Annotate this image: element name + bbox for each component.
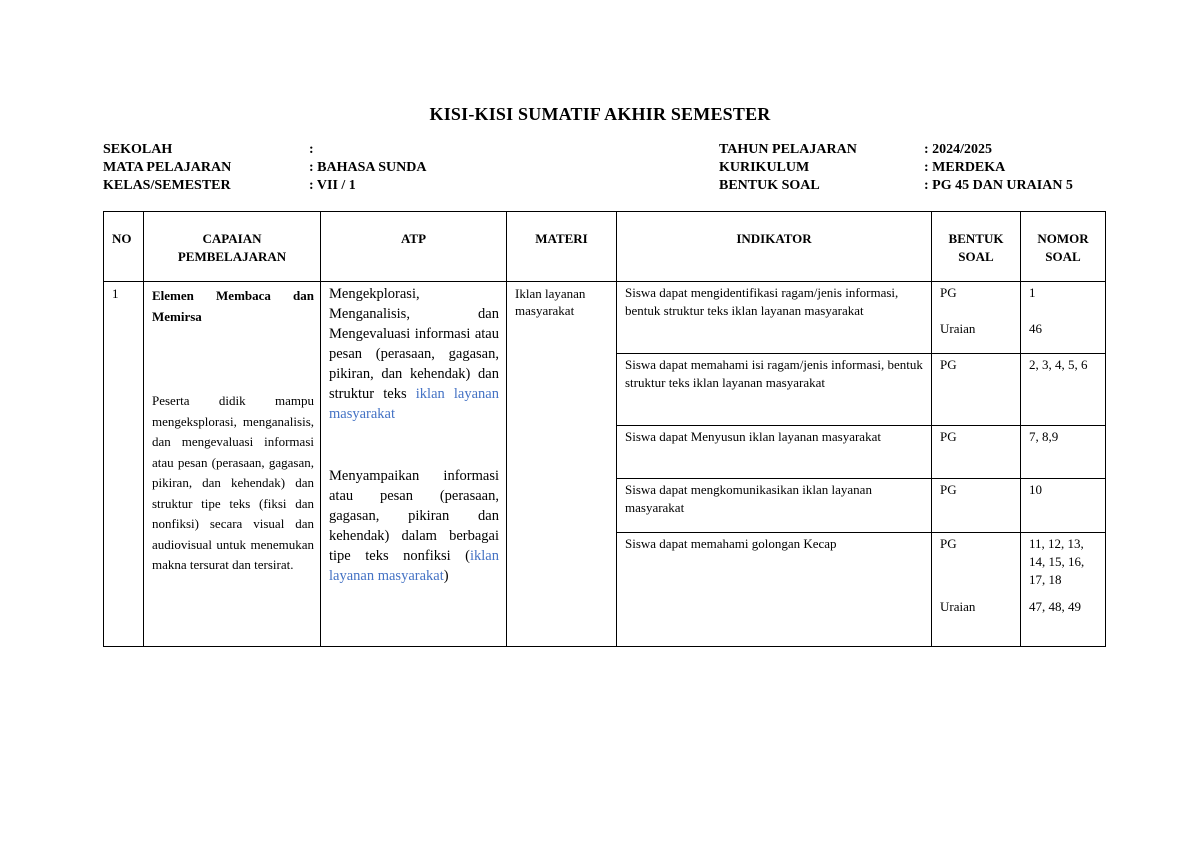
bentuk-block	[932, 425, 1020, 478]
capaian-body: Peserta didik mampu mengeksplorasi, menganalisis, dan mengevaluasi informasi atau pesan (perasaan, gagasan, pikiran, dan kehendak) dan struktur tipe teks (fiksi dan nonfiksi) secara visual dan audiovisual untuk menemukan makna tersurat dan tersirat.	[152, 393, 314, 572]
header-no: NO	[104, 212, 144, 282]
bentuk-value: Uraian	[940, 321, 976, 336]
meta-value: : 2024/2025	[924, 142, 993, 157]
meta-right	[719, 141, 1073, 195]
nomor-block	[1021, 532, 1105, 646]
row-number: 1	[112, 286, 119, 301]
meta-row-kurikulum	[719, 159, 1073, 177]
header-atp: ATP	[321, 212, 507, 282]
nomor-value: 47, 48, 49	[1029, 599, 1081, 614]
bentuk-block	[932, 282, 1020, 353]
bentuk-value: PG	[940, 536, 957, 551]
meta-label: KELAS/SEMESTER	[103, 178, 231, 193]
nomor-block	[1021, 478, 1105, 532]
meta-value: : BAHASA SUNDA	[309, 160, 427, 175]
meta-row-bentuk-soal	[719, 177, 1073, 195]
atp1-text: Mengekplorasi, Menganalisis, dan Mengevaluasi informasi atau pesan (perasaan, gagasan, pikiran, dan kehendak) dan struktur teks	[329, 286, 499, 402]
nomor-block	[1021, 425, 1105, 478]
header-indikator: INDIKATOR	[617, 212, 932, 282]
bentuk-block	[932, 478, 1020, 532]
document-title: KISI-KISI SUMATIF AKHIR SEMESTER	[429, 104, 771, 124]
meta-value: : VII / 1	[309, 178, 356, 193]
bentuk-value: PG	[940, 482, 957, 497]
cell-capaian	[144, 282, 321, 647]
cell-materi	[507, 282, 617, 647]
table-header-row	[104, 212, 1106, 282]
atp2-text: Menyampaikan informasi atau pesan (perasaan, gagasan, pikiran dan kehendak) dalam berbagai tipe teks nonfiksi (	[329, 468, 499, 564]
bentuk-block	[932, 353, 1020, 425]
header-capaian-label: CAPAIAN PEMBELAJARAN	[177, 231, 287, 264]
nomor-block	[1021, 282, 1105, 353]
header-materi: MATERI	[507, 212, 617, 282]
cell-nomor	[1021, 282, 1106, 647]
meta-label: BENTUK SOAL	[719, 178, 820, 193]
atp-paragraph-1	[329, 284, 499, 424]
meta-value: : PG 45 DAN URAIAN 5	[924, 178, 1073, 193]
meta-value: : MERDEKA	[924, 160, 1006, 175]
meta-label: KURIKULUM	[719, 160, 810, 175]
nomor-value: 1	[1029, 285, 1036, 300]
bentuk-value: PG	[940, 429, 957, 444]
nomor-value: 2, 3, 4, 5, 6	[1029, 357, 1088, 372]
table-row	[104, 282, 1106, 647]
nomor-value: 46	[1029, 321, 1042, 336]
kisi-kisi-table	[103, 211, 1106, 647]
atp2-end: )	[443, 568, 449, 584]
nomor-value: 7, 8,9	[1029, 429, 1059, 444]
header-nomor-label: NOMOR SOAL	[1037, 231, 1089, 264]
cell-bentuk	[932, 282, 1021, 647]
capaian-title: Elemen Membaca dan Memirsa	[152, 288, 314, 324]
bentuk-value: PG	[940, 285, 957, 300]
atp-paragraph-2	[329, 466, 499, 586]
header-nomor	[1021, 212, 1106, 282]
meta-value: :	[309, 142, 314, 157]
bentuk-value: PG	[940, 357, 957, 372]
meta-label: MATA PELAJARAN	[103, 160, 232, 175]
indikator-item: Siswa dapat memahami isi ragam/jenis informasi, bentuk struktur teks iklan layanan masyarakat	[617, 353, 931, 425]
header-bentuk-label: BENTUK SOAL	[948, 231, 1004, 264]
meta-label: SEKOLAH	[103, 142, 173, 157]
indikator-item: Siswa dapat mengidentifikasi ragam/jenis informasi, bentuk struktur teks iklan layanan masyarakat	[625, 285, 899, 318]
meta-label: TAHUN PELAJARAN	[719, 142, 857, 157]
cell-indikator	[617, 282, 932, 647]
nomor-value: 10	[1029, 482, 1042, 497]
nomor-block	[1021, 353, 1105, 425]
cell-no	[104, 282, 144, 647]
meta-row-tahun-pelajaran	[719, 141, 1073, 159]
bentuk-value: Uraian	[940, 599, 976, 614]
atp1-link[interactable]: iklan layanan masyarakat	[329, 386, 499, 422]
atp2-link[interactable]: iklan layanan masyarakat	[329, 548, 499, 584]
materi-text: Iklan layanan masyarakat	[515, 286, 586, 318]
indikator-item: Siswa dapat Menyusun iklan layanan masyarakat	[617, 425, 931, 478]
cell-atp	[321, 282, 507, 647]
indikator-item: Siswa dapat memahami golongan Kecap	[617, 532, 931, 646]
meta-row-mata-pelajaran	[103, 159, 426, 177]
header-capaian	[144, 212, 321, 282]
bentuk-block	[932, 532, 1020, 646]
meta-row-sekolah	[103, 141, 426, 159]
nomor-value: 11, 12, 13, 14, 15, 16, 17, 18	[1029, 536, 1085, 587]
meta-row-kelas-semester	[103, 177, 426, 195]
header-bentuk	[932, 212, 1021, 282]
meta-left	[103, 141, 426, 195]
indikator-item: Siswa dapat mengkomunikasikan iklan layanan masyarakat	[617, 478, 931, 532]
